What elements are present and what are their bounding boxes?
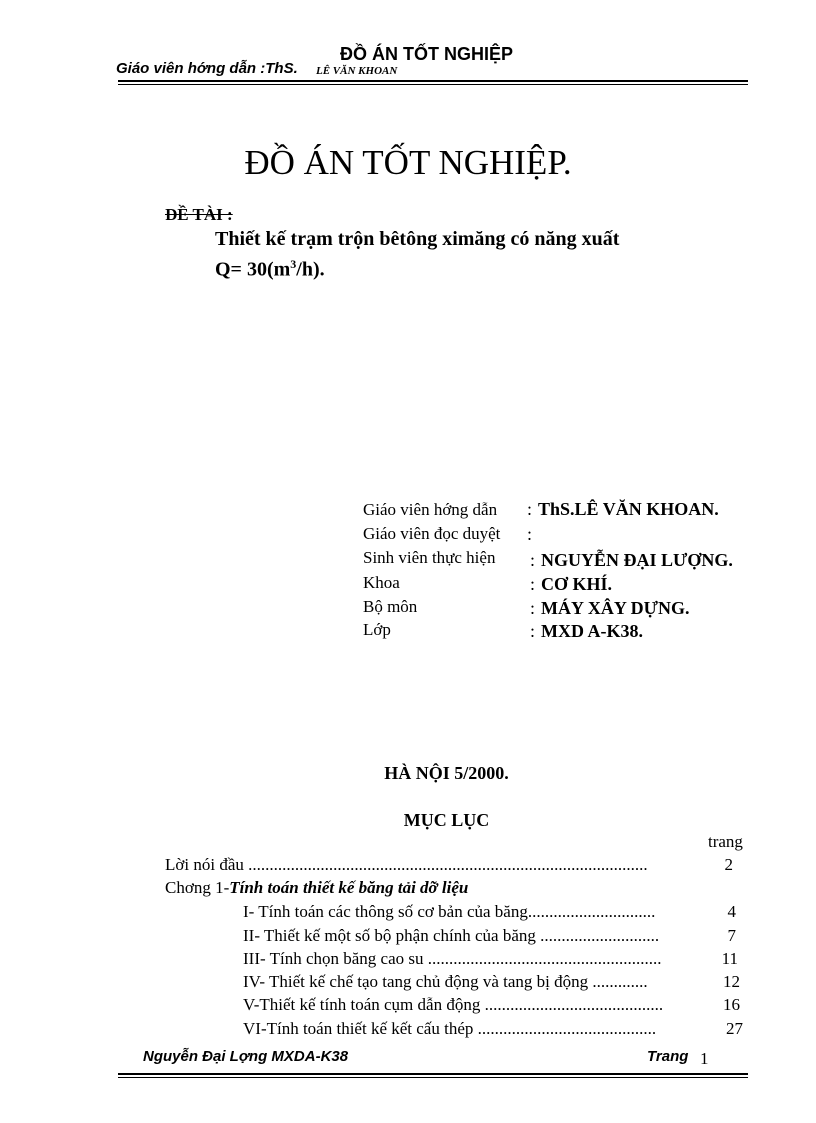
topic-label: ĐỀ TÀI : [165,205,233,224]
info-value-supervisor: ThS.LÊ VĂN KHOAN. [538,499,719,519]
toc-item-page: 11 [721,949,738,968]
page-title: ĐỒ ÁN TỐT NGHIỆP. [244,143,572,182]
info-label-supervisor: Giáo viên hớng dẫn [363,500,498,519]
info-colon-faculty: : [530,574,536,594]
toc-chapter-title: Tính toán thiết kế băng tải dỡ liệu [229,878,469,897]
header-rule [118,80,748,82]
toc-item-page: 7 [727,926,736,945]
toc-page-column: trang [708,832,743,851]
info-colon-student: : [530,550,536,570]
toc-chapter-1 [165,878,468,898]
toc-item-page: 12 [723,972,740,991]
topic-superscript: 3 [290,257,297,271]
footer-rule [118,1073,748,1075]
toc-item-page: 4 [727,902,736,921]
info-colon-supervisor: : [527,499,533,519]
footer-rule-thin [118,1077,748,1078]
info-colon-department: : [530,598,536,618]
info-value-student: NGUYỄN ĐẠI LƯỢNG. [541,550,733,570]
toc-item: VI-Tính toán thiết kế kết cấu thép .......................................... [243,1019,657,1038]
header-doc-title: ĐỒ ÁN TỐT NGHIỆP [340,44,514,64]
footer-page-number: 1 [700,1049,709,1068]
toc-preface-page: 2 [724,855,733,874]
header-rule-thin [118,84,748,85]
info-colon-reviewer: : [527,524,533,544]
info-label-class: Lớp [363,620,391,639]
info-label-department: Bộ môn [363,597,418,616]
toc-item-page: 16 [723,995,740,1014]
info-label-student: Sinh viên thực hiện [363,548,496,567]
toc-item: II- Thiết kế một số bộ phận chính của băng ............................ [243,926,660,945]
topic-line-1: Thiết kế trạm trộn bêtông ximăng có năng xuất [215,228,620,250]
info-value-class: MXD A-K38. [541,621,643,641]
info-value-department: MÁY XÂY DỰNG. [541,598,690,618]
footer-author: Nguyễn Đại Lợng MXDA-K38 [143,1048,349,1065]
toc-preface: Lời nói đầu .............................................................................................. [165,855,648,874]
toc-item: IV- Thiết kế chế tạo tang chủ động và tang bị động ............. [243,972,648,991]
header-supervisor-name: LÊ VĂN KHOAN [316,65,398,77]
toc-item-page: 27 [726,1019,743,1038]
info-value-faculty: CƠ KHÍ. [541,574,613,594]
topic-line-2-prefix: Q= 30(m [215,258,291,281]
toc-heading: MỤC LỤC [403,810,490,830]
info-label-faculty: Khoa [363,573,400,592]
place-date: HÀ NỘI 5/2000. [384,763,509,783]
info-colon-class: : [530,621,536,641]
footer-page-label: Trang [647,1048,689,1065]
toc-item: V-Thiết kế tính toán cụm dẫn động .......................................... [243,995,664,1014]
header-supervisor: Giáo viên hớng dẫn :ThS. [116,60,298,77]
info-label-reviewer: Giáo viên đọc duyệt [363,524,501,543]
toc-item: I- Tính toán các thông số cơ bản của băng.............................. [243,902,656,921]
toc-chapter-prefix: Chơng 1- [165,878,230,897]
toc-item: III- Tính chọn băng cao su ....................................................... [243,949,662,968]
topic-line-2 [215,257,325,282]
topic-line-2-suffix: /h). [296,258,325,281]
